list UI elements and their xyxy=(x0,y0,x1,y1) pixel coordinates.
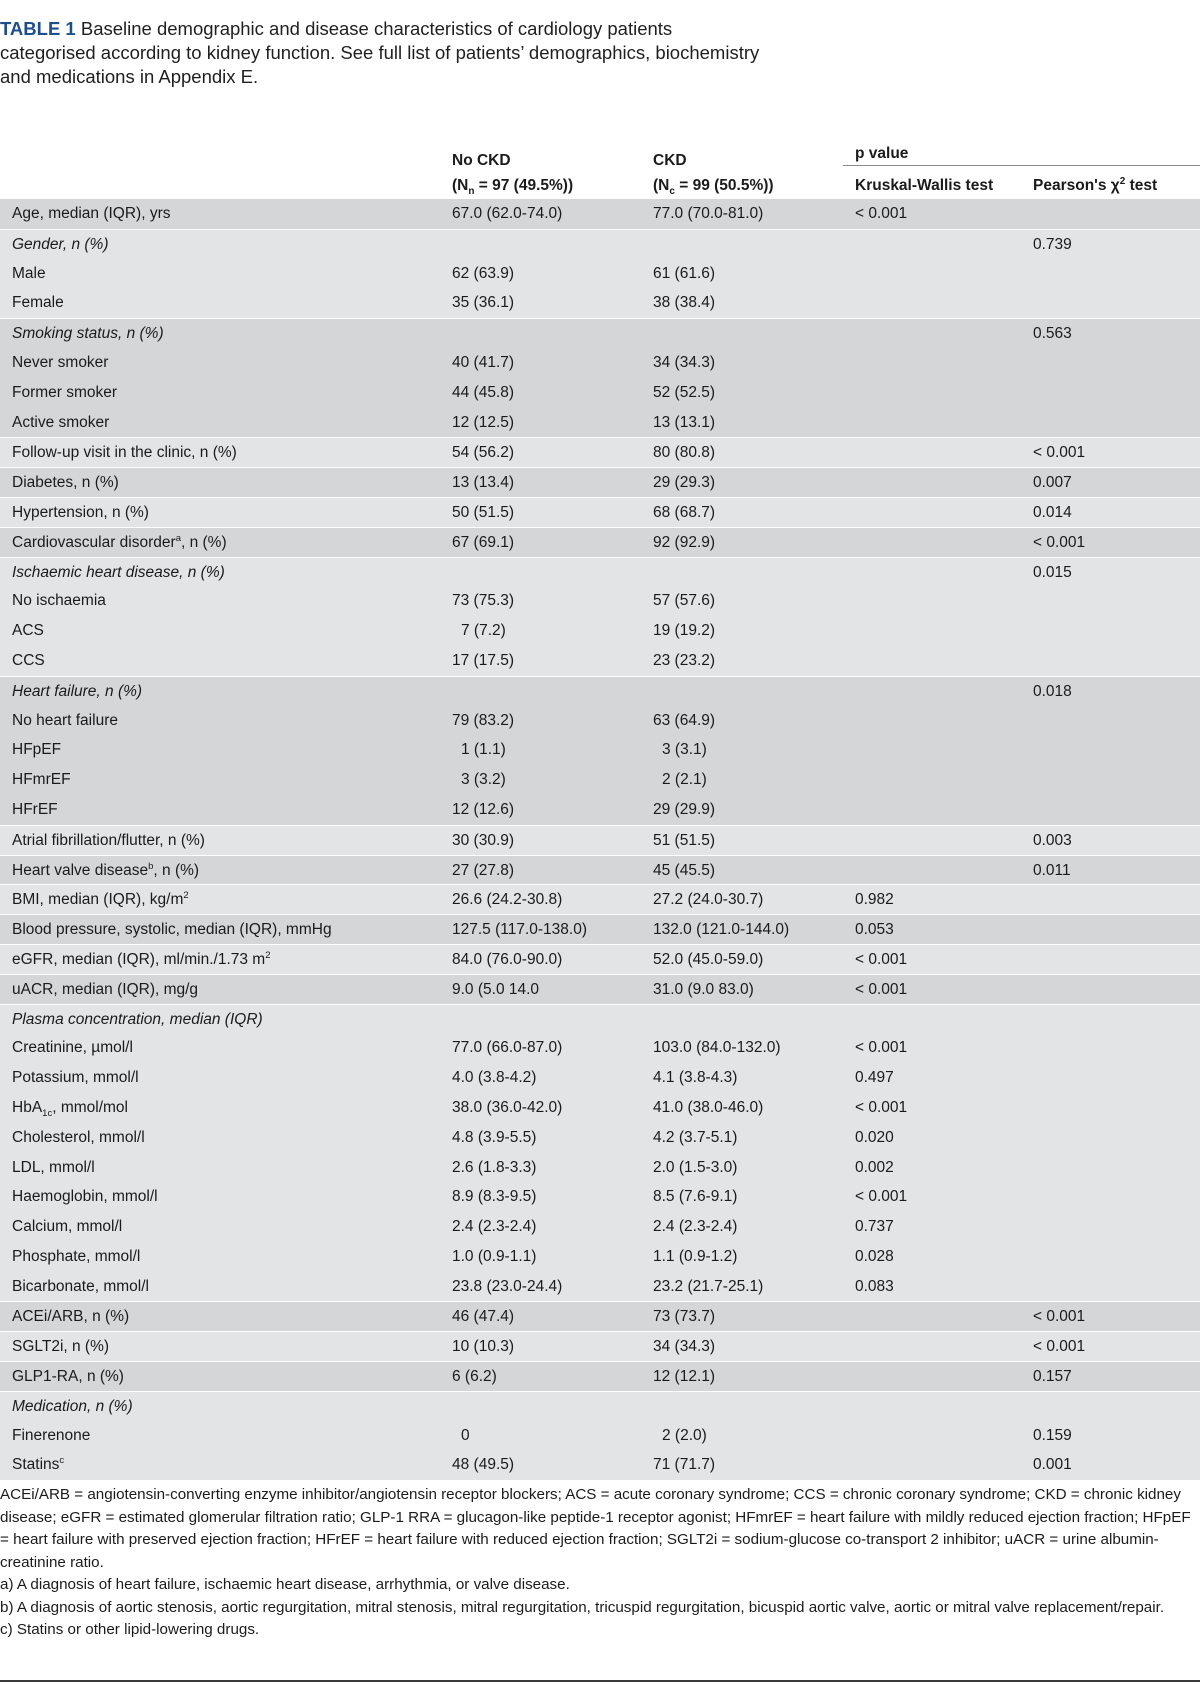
ckd-value: 63 (64.9) xyxy=(653,711,716,729)
table-row xyxy=(0,1450,1200,1480)
no-ckd-value: 12 (12.6) xyxy=(452,800,515,818)
ckd-value: 68 (68.7) xyxy=(653,503,716,521)
row-label: Statins$^c$ xyxy=(12,1455,65,1474)
row-label: Phosphate, mmol/l xyxy=(12,1247,141,1265)
kruskal-wallis-p: 0.737 xyxy=(855,1218,894,1236)
ckd-value: 1.1 (0.9-1.2) xyxy=(653,1247,738,1265)
row-label: Bicarbonate, mmol/l xyxy=(12,1277,149,1295)
no-ckd-value: 77.0 (66.0-87.0) xyxy=(452,1039,563,1057)
no-ckd-value: 17 (17.5) xyxy=(452,651,515,669)
table-row xyxy=(0,199,1200,229)
footnote-a: a) A diagnosis of heart failure, ischaemic heart disease, arrhythmia, or valve disease. xyxy=(0,1576,570,1593)
row-label: Active smoker xyxy=(12,413,110,431)
no-ckd-value: 50 (51.5) xyxy=(452,503,515,521)
row-label: SGLT2i, n (%) xyxy=(12,1338,110,1356)
table-row xyxy=(0,1301,1200,1331)
ckd-value: 92 (92.9) xyxy=(653,533,716,551)
no-ckd-value: 127.5 (117.0-138.0) xyxy=(452,921,588,939)
no-ckd-count: ($N_n = 97$ (49.5%)) xyxy=(452,177,574,198)
row-label: Atrial fibrillation/flutter, n (%) xyxy=(12,831,205,849)
ckd-value: 73 (73.7) xyxy=(653,1308,716,1326)
row-label: Finerenone xyxy=(12,1426,91,1444)
no-ckd-value: 46 (47.4) xyxy=(452,1308,515,1326)
kruskal-wallis-p: 0.002 xyxy=(855,1158,894,1176)
row-label: Diabetes, n (%) xyxy=(12,474,119,492)
table-row xyxy=(0,557,1200,587)
ckd-value: 57 (57.6) xyxy=(653,592,716,610)
table-row xyxy=(0,974,1200,1004)
no-ckd-value: 4.0 (3.8-4.2) xyxy=(452,1069,537,1087)
table-row xyxy=(0,318,1200,348)
p-value-header: p value xyxy=(855,145,909,162)
table-row xyxy=(0,259,1200,289)
no-ckd-value: 8.9 (8.3-9.5) xyxy=(452,1188,537,1206)
ckd-title: CKD xyxy=(653,152,687,169)
pearson-chi-p: 0.003 xyxy=(1033,831,1072,849)
no-ckd-title: No CKD xyxy=(452,152,511,169)
row-label: HFrEF xyxy=(12,800,58,818)
no-ckd-value: 4.8 (3.9-5.5) xyxy=(452,1128,537,1146)
ckd-value: 27.2 (24.0-30.7) xyxy=(653,891,764,909)
no-ckd-value: 7 (7.2) xyxy=(461,622,506,640)
row-label: Follow-up visit in the clinic, n (%) xyxy=(12,444,237,462)
ckd-value: 52.0 (45.0-59.0) xyxy=(653,950,764,968)
pearson-chi-p: < 0.001 xyxy=(1033,1338,1086,1356)
no-ckd-value: 27 (27.8) xyxy=(452,861,515,879)
table-row xyxy=(0,1123,1200,1153)
row-label: Heart valve disease$^b$, n (%) xyxy=(12,860,200,879)
table-row xyxy=(0,1153,1200,1183)
ckd-value: 4.1 (3.8-4.3) xyxy=(653,1069,738,1087)
no-ckd-value: 6 (6.2) xyxy=(452,1368,497,1386)
table-row xyxy=(0,706,1200,736)
table-row xyxy=(0,884,1200,914)
pearson-chi-p: < 0.001 xyxy=(1033,444,1086,462)
no-ckd-value: 1.0 (0.9-1.1) xyxy=(452,1247,537,1265)
ckd-value: 12 (12.1) xyxy=(653,1368,716,1386)
footnote-c: c) Statins or other lipid-lowering drugs. xyxy=(0,1621,260,1638)
pearson-chi-p: 0.014 xyxy=(1033,503,1072,521)
ckd-value: 29 (29.3) xyxy=(653,474,716,492)
pearson-chi-p: 0.157 xyxy=(1033,1368,1072,1386)
table-row xyxy=(0,1033,1200,1063)
row-label: LDL, mmol/l xyxy=(12,1158,95,1176)
pearson-chi-p: 0.018 xyxy=(1033,682,1072,700)
ckd-value: 38 (38.4) xyxy=(653,294,716,312)
table-caption xyxy=(0,17,760,89)
ckd-value: 23 (23.2) xyxy=(653,651,716,669)
ckd-value: 2 (2.0) xyxy=(662,1426,707,1444)
row-label: GLP1-RA, n (%) xyxy=(12,1368,124,1386)
pearson-chi-p: 0.563 xyxy=(1033,325,1072,343)
table-row xyxy=(0,586,1200,616)
row-label: Cardiovascular disorder$^a$, n (%) xyxy=(12,532,227,551)
no-ckd-value: 2.4 (2.3-2.4) xyxy=(452,1218,537,1236)
no-ckd-value: 79 (83.2) xyxy=(452,711,515,729)
row-label: Never smoker xyxy=(12,353,109,371)
table-row xyxy=(0,735,1200,765)
table-row xyxy=(0,1242,1200,1272)
pearson-chi-p: < 0.001 xyxy=(1033,533,1086,551)
table-row xyxy=(0,765,1200,795)
row-section-label: Medication, n (%) xyxy=(12,1397,133,1415)
kruskal-wallis-p: 0.028 xyxy=(855,1247,894,1265)
row-label: BMI, median (IQR), $kg/m^2$ xyxy=(12,890,189,909)
no-ckd-value: 40 (41.7) xyxy=(452,353,515,371)
kruskal-wallis-header: Kruskal-Wallis test xyxy=(855,177,994,194)
no-ckd-value: 3 (3.2) xyxy=(461,771,506,789)
row-label: Female xyxy=(12,294,64,312)
row-label: Creatinine, µmol/l xyxy=(12,1039,133,1057)
ckd-value: 52 (52.5) xyxy=(653,383,716,401)
no-ckd-value: 30 (30.9) xyxy=(452,831,515,849)
table-row xyxy=(0,1182,1200,1212)
ckd-header xyxy=(653,148,774,198)
no-ckd-value: 67 (69.1) xyxy=(452,533,515,551)
ckd-value: 2 (2.1) xyxy=(662,771,707,789)
row-label: Haemoglobin, mmol/l xyxy=(12,1188,158,1206)
ckd-value: 71 (71.7) xyxy=(653,1456,716,1474)
row-label: Potassium, mmol/l xyxy=(12,1069,139,1087)
ckd-value: 51 (51.5) xyxy=(653,831,716,849)
pearson-chi-p: < 0.001 xyxy=(1033,1308,1086,1326)
no-ckd-value: 67.0 (62.0-74.0) xyxy=(452,205,563,222)
pearson-chi-p: 0.159 xyxy=(1033,1426,1072,1444)
kruskal-wallis-p: < 0.001 xyxy=(855,950,908,968)
table-row xyxy=(0,348,1200,378)
table-row xyxy=(0,795,1200,825)
ckd-value: 19 (19.2) xyxy=(653,622,716,640)
pearson-chi-p: 0.007 xyxy=(1033,474,1072,492)
table-row xyxy=(0,467,1200,497)
table-row xyxy=(0,527,1200,557)
table-header xyxy=(0,138,1200,199)
no-ckd-value: 26.6 (24.2-30.8) xyxy=(452,891,563,909)
ckd-value: 23.2 (21.7-25.1) xyxy=(653,1277,764,1295)
footnote-b: b) A diagnosis of aortic stenosis, aortic regurgitation, mitral stenosis, mitral regurgitation, tricuspid regurgitation, bicuspid aortic valve, aortic or mitral valve replacement/repair. xyxy=(0,1598,1165,1616)
ckd-value: 34 (34.3) xyxy=(653,353,716,371)
kruskal-wallis-p: 0.053 xyxy=(855,921,894,939)
bottom-rule xyxy=(0,1680,1200,1682)
row-label: HFpEF xyxy=(12,741,62,759)
table-row xyxy=(0,408,1200,438)
table-row xyxy=(0,1093,1200,1123)
table-row xyxy=(0,646,1200,676)
table-row xyxy=(0,1004,1200,1034)
pearson-chi-p: 0.001 xyxy=(1033,1456,1072,1474)
no-ckd-value: 84.0 (76.0-90.0) xyxy=(452,950,563,968)
no-ckd-value: 9.0 (5.0 14.0 xyxy=(452,980,540,998)
no-ckd-value: 23.8 (23.0-24.4) xyxy=(452,1277,563,1295)
pearson-chi-header: Pearson's $\chi^2$ test xyxy=(1033,175,1158,194)
no-ckd-value: 2.6 (1.8-3.3) xyxy=(452,1158,537,1176)
table-row xyxy=(0,288,1200,318)
kruskal-wallis-p: 0.982 xyxy=(855,891,894,909)
ckd-value: 13 (13.1) xyxy=(653,413,716,431)
ckd-value: 77.0 (70.0-81.0) xyxy=(653,205,764,222)
row-label: No ischaemia xyxy=(12,592,106,610)
ckd-value: 132.0 (121.0-144.0) xyxy=(653,921,790,939)
table-row xyxy=(0,1391,1200,1421)
ckd-value: 2.0 (1.5-3.0) xyxy=(653,1158,738,1176)
table-row xyxy=(0,1331,1200,1361)
ckd-value: 103.0 (84.0-132.0) xyxy=(653,1039,781,1057)
table-footnotes xyxy=(0,1484,1200,1642)
no-ckd-value: 0 xyxy=(461,1426,470,1444)
no-ckd-value: 10 (10.3) xyxy=(452,1338,515,1356)
row-section-label: Plasma concentration, median (IQR) xyxy=(12,1010,263,1028)
row-label: CCS xyxy=(12,651,45,669)
row-label: Male xyxy=(12,264,46,282)
kruskal-wallis-p: < 0.001 xyxy=(855,1188,908,1206)
p-value-rule xyxy=(843,165,1200,166)
table-row xyxy=(0,825,1200,855)
ckd-value: 8.5 (7.6-9.1) xyxy=(653,1188,738,1206)
kruskal-wallis-p: < 0.001 xyxy=(855,205,908,222)
row-section-label: Smoking status, n (%) xyxy=(12,325,164,343)
no-ckd-value: 13 (13.4) xyxy=(452,474,515,492)
row-label: uACR, median (IQR), mg/g xyxy=(12,980,199,998)
row-label: No heart failure xyxy=(12,711,118,729)
row-label: Former smoker xyxy=(12,383,118,401)
pearson-chi-p: 0.015 xyxy=(1033,563,1072,581)
no-ckd-value: 54 (56.2) xyxy=(452,444,515,462)
no-ckd-value: 73 (75.3) xyxy=(452,592,515,610)
table-row xyxy=(0,1361,1200,1391)
kruskal-wallis-p: < 0.001 xyxy=(855,1039,908,1057)
table-label: TABLE 1 xyxy=(0,18,76,39)
table-row xyxy=(0,378,1200,408)
no-ckd-header xyxy=(452,148,573,198)
table-row xyxy=(0,229,1200,259)
table-body xyxy=(0,199,1200,1480)
no-ckd-value: 48 (49.5) xyxy=(452,1456,515,1474)
ckd-value: 80 (80.8) xyxy=(653,444,716,462)
row-section-label: Heart failure, n (%) xyxy=(12,682,143,700)
table-row xyxy=(0,914,1200,944)
table-row xyxy=(0,1421,1200,1451)
table-row xyxy=(0,676,1200,706)
pearson-chi-p: 0.011 xyxy=(1033,861,1071,879)
no-ckd-value: 35 (36.1) xyxy=(452,294,515,312)
row-label: Hypertension, n (%) xyxy=(12,503,149,521)
no-ckd-value: 62 (63.9) xyxy=(452,264,515,282)
table-row xyxy=(0,616,1200,646)
kruskal-wallis-p: < 0.001 xyxy=(855,1098,908,1116)
table-row xyxy=(0,855,1200,885)
table-caption-text: Baseline demographic and disease characteristics of cardiology patients categorised according to kidney function. See full list of patients’ demographics, biochemistry and medications in Appendix E. xyxy=(0,18,760,87)
ckd-value: 34 (34.3) xyxy=(653,1338,716,1356)
ckd-value: 2.4 (2.3-2.4) xyxy=(653,1218,738,1236)
table-row xyxy=(0,497,1200,527)
row-section-label: Gender, n (%) xyxy=(12,235,109,253)
no-ckd-value: 44 (45.8) xyxy=(452,383,515,401)
no-ckd-value: 1 (1.1) xyxy=(461,741,506,759)
row-label: ACS xyxy=(12,622,44,640)
kruskal-wallis-p: 0.020 xyxy=(855,1128,894,1146)
row-label: eGFR, median (IQR), ml/min./1.73 $m^2$ xyxy=(12,949,271,968)
row-label: Calcium, mmol/l xyxy=(12,1218,123,1236)
ckd-value: 41.0 (38.0-46.0) xyxy=(653,1098,764,1116)
row-label: Cholesterol, mmol/l xyxy=(12,1128,145,1146)
pearson-chi-p: 0.739 xyxy=(1033,235,1072,253)
table-row xyxy=(0,1272,1200,1302)
kruskal-wallis-p: 0.083 xyxy=(855,1277,894,1295)
ckd-value: 29 (29.9) xyxy=(653,800,716,818)
ckd-count: ($N_c = 99$ (50.5%)) xyxy=(653,177,774,198)
no-ckd-value: 12 (12.5) xyxy=(452,413,515,431)
row-label: ACEi/ARB, n (%) xyxy=(12,1308,130,1326)
row-label: HFmrEF xyxy=(12,771,71,789)
table-row xyxy=(0,1063,1200,1093)
table-row xyxy=(0,437,1200,467)
ckd-value: 61 (61.6) xyxy=(653,264,716,282)
row-section-label: Ischaemic heart disease, n (%) xyxy=(12,563,225,581)
ckd-value: 45 (45.5) xyxy=(653,861,716,879)
ckd-value: 3 (3.1) xyxy=(662,741,707,759)
table-row xyxy=(0,944,1200,974)
footnote-abbreviations: ACEi/ARB = angiotensin-converting enzyme inhibitor/angiotensin receptor blockers; ACS = acute coronary syndrome; CCS = chronic coronary syndrome; CKD = chronic kidney disease; eGFR = estimated glomerular filtration ratio; GLP-1 RRA = glucagon-like peptide-1 receptor agonist; HFmrEF = heart failure with mildly reduced ejection fraction; HFpEF = heart failure with preserved ejection fraction; HFrEF = heart failure with reduced ejection fraction; SGLT2i = sodium-glucose co-transport 2 inhibitor; uACR = urine albumin-creatinine ratio. xyxy=(0,1486,1191,1571)
no-ckd-value: 38.0 (36.0-42.0) xyxy=(452,1098,563,1116)
row-label: Age, median (IQR), yrs xyxy=(12,205,171,222)
kruskal-wallis-p: 0.497 xyxy=(855,1069,894,1087)
table-row xyxy=(0,1212,1200,1242)
row-label: HbA$_{1c}$, mmol/mol xyxy=(12,1098,128,1119)
kruskal-wallis-p: < 0.001 xyxy=(855,980,908,998)
ckd-value: 31.0 (9.0 83.0) xyxy=(653,980,754,998)
row-label: Blood pressure, systolic, median (IQR), mmHg xyxy=(12,921,332,939)
ckd-value: 4.2 (3.7-5.1) xyxy=(653,1128,738,1146)
